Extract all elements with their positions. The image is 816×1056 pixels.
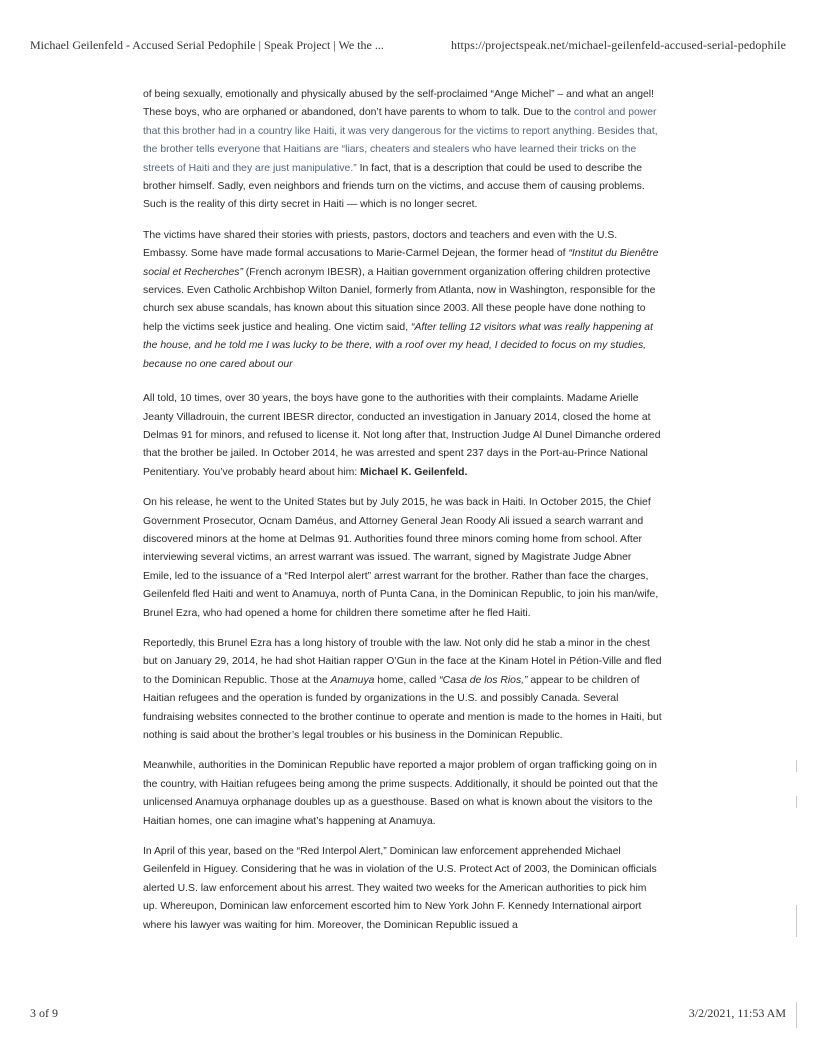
- institute-name: “Institut du Bienêtre social et Recherches”: [143, 248, 659, 278]
- paragraph-5-text-c: home, called: [374, 674, 440, 686]
- page-url: https://projectspeak.net/michael-geilenfeld-accused-serial-pedophile: [451, 38, 786, 52]
- paragraph-2: [143, 227, 663, 374]
- paragraph-3-text-a: All told, 10 times, over 30 years, the boys have gone to the authorities with their complaints. Madame Arielle Jeanty Villadrouin, the current IBESR director, conducted an investigation in January 2014, closed the home at Delmas 91 for minors, and refused to license it. Not long after that, Instruction Judge Al Dunel Dimanche ordered that the brother be jailed. In October 2014, he was arrested and spent 237 days in the Port-au-Prince National Penitentiary. You’ve probably heard about him:: [143, 393, 661, 478]
- paragraph-1-text-b: control and power that this brother had in a country like Haiti, it was very dangerous for the victims to report anything. Besides that, the brother tells everyone that Haitians are “liars, cheaters and stealers who have learned their tricks on the streets of Haiti and they are just manipulative.”: [143, 107, 658, 174]
- victim-quote: “After telling 12 visitors what was really happening at the house, and he told me I was lucky to be there, with a roof over my head, I decided to focus on my studies, because no one cared about our: [143, 321, 653, 370]
- scan-mark: [796, 760, 797, 772]
- paragraph-5-text-a: Reportedly, this Brunel Ezra has a long history of trouble with the law. Not only did he stab a minor in the chest but on January 29, 2014, he had shot Haitian rapper O’Gun in the face at the Kinam Hotel in Pétion-Ville and fled to the Dominican Republic. Those at the: [143, 637, 662, 686]
- accused-name: Michael K. Geilenfeld.: [360, 466, 468, 478]
- paragraph-5-text-e: appear to be children of Haitian refugees and the operation is funded by organizations in the U.S. and possibly Canada. Several fundraising websites connected to the brother continue to operate and mention is made to the homes in Haiti, but nothing is said about the brother’s legal troubles or his business in the Dominican Republic.: [143, 674, 662, 741]
- casa-name: “Casa de los Rios,”: [439, 674, 528, 686]
- scan-mark: [796, 1002, 797, 1028]
- print-footer: [30, 1006, 786, 1021]
- paragraph-5: [143, 635, 663, 745]
- article-body: [143, 86, 663, 947]
- scan-mark: [796, 905, 797, 937]
- paragraph-1-text-a: of being sexually, emotionally and physically abused by the self-proclaimed “Ange Michel” – and what an angel! These boys, who are orphaned or abandoned, don’t have parents to whom to talk. Due to the: [143, 89, 654, 119]
- paragraph-7: In April of this year, based on the “Red Interpol Alert,” Dominican law enforcement apprehended Michael Geilenfeld in Higuey. Considering that he was in violation of the U.S. Protect Act of 2003, the Dominican officials alerted U.S. law enforcement about his arrest. They waited two weeks for the American authorities to pick him up. Whereupon, Dominican law enforcement escorted him to New York John F. Kennedy International airport where his lawyer was waiting for him. Moreover, the Dominican Republic issued a: [143, 846, 657, 931]
- print-datetime: 3/2/2021, 11:53 AM: [688, 1006, 786, 1020]
- scan-mark: [796, 796, 797, 808]
- page-number: 3 of 9: [30, 1006, 58, 1020]
- paragraph-3: [143, 390, 663, 482]
- paragraph-4: On his release, he went to the United States but by July 2015, he was back in Haiti. In October 2015, the Chief Government Prosecutor, Ocnam Daméus, and Attorney General Jean Roody Ali issued a search warrant and discovered minors at the home at Delmas 91. Authorities found three minors coming home from school. After interviewing several victims, an arrest warrant was issued. The warrant, signed by Magistrate Judge Abner Emile, led to the issuance of a “Red Interpol alert” arrest warrant for the brother. Rather than face the charges, Geilenfeld fled Haiti and went to Anamuya, north of Punta Cana, in the Dominican Republic, to join his man/wife, Brunel Ezra, who had opened a home for children there sometime after he fled Haiti.: [143, 497, 659, 619]
- anamuya-name: Anamuya: [330, 674, 375, 686]
- paragraph-2-text-c: (French acronym IBESR), a Haitian government organization offering children protective services. Even Catholic Archbishop Wilton Daniel, formerly from Atlanta, now in Washington, responsible for the church sex abuse scandals, has known about this situation since 2003. All these people have done nothing to help the victims seek justice and healing. One victim said,: [143, 266, 656, 333]
- paragraph-2-text-a: The victims have shared their stories with priests, pastors, doctors and teachers and even with the U.S. Embassy. Some have made formal accusations to Marie-Carmel Dejean, the former head of: [143, 229, 618, 260]
- paragraph-1-text-c: In fact, that is a description that could be used to describe the brother himself. Sadly, even neighbors and friends turn on the victims, and accuse them of causing problems. Such is the reality of this dirty secret in Haiti — which is no longer secret.: [143, 162, 645, 211]
- page-title: Michael Geilenfeld - Accused Serial Pedophile | Speak Project | We the ...: [30, 38, 384, 52]
- paragraph-1: [143, 86, 663, 215]
- paragraph-6: Meanwhile, authorities in the Dominican Republic have reported a major problem of organ trafficking going on in the country, with Haitian refugees being among the prime suspects. Additionally, it should be pointed out that the unlicensed Anamuya orphanage doubles up as a guesthouse. Based on what is known about the visitors to the Haitian homes, one can imagine what’s happening at Anamuya.: [143, 760, 658, 827]
- print-header: [30, 38, 786, 53]
